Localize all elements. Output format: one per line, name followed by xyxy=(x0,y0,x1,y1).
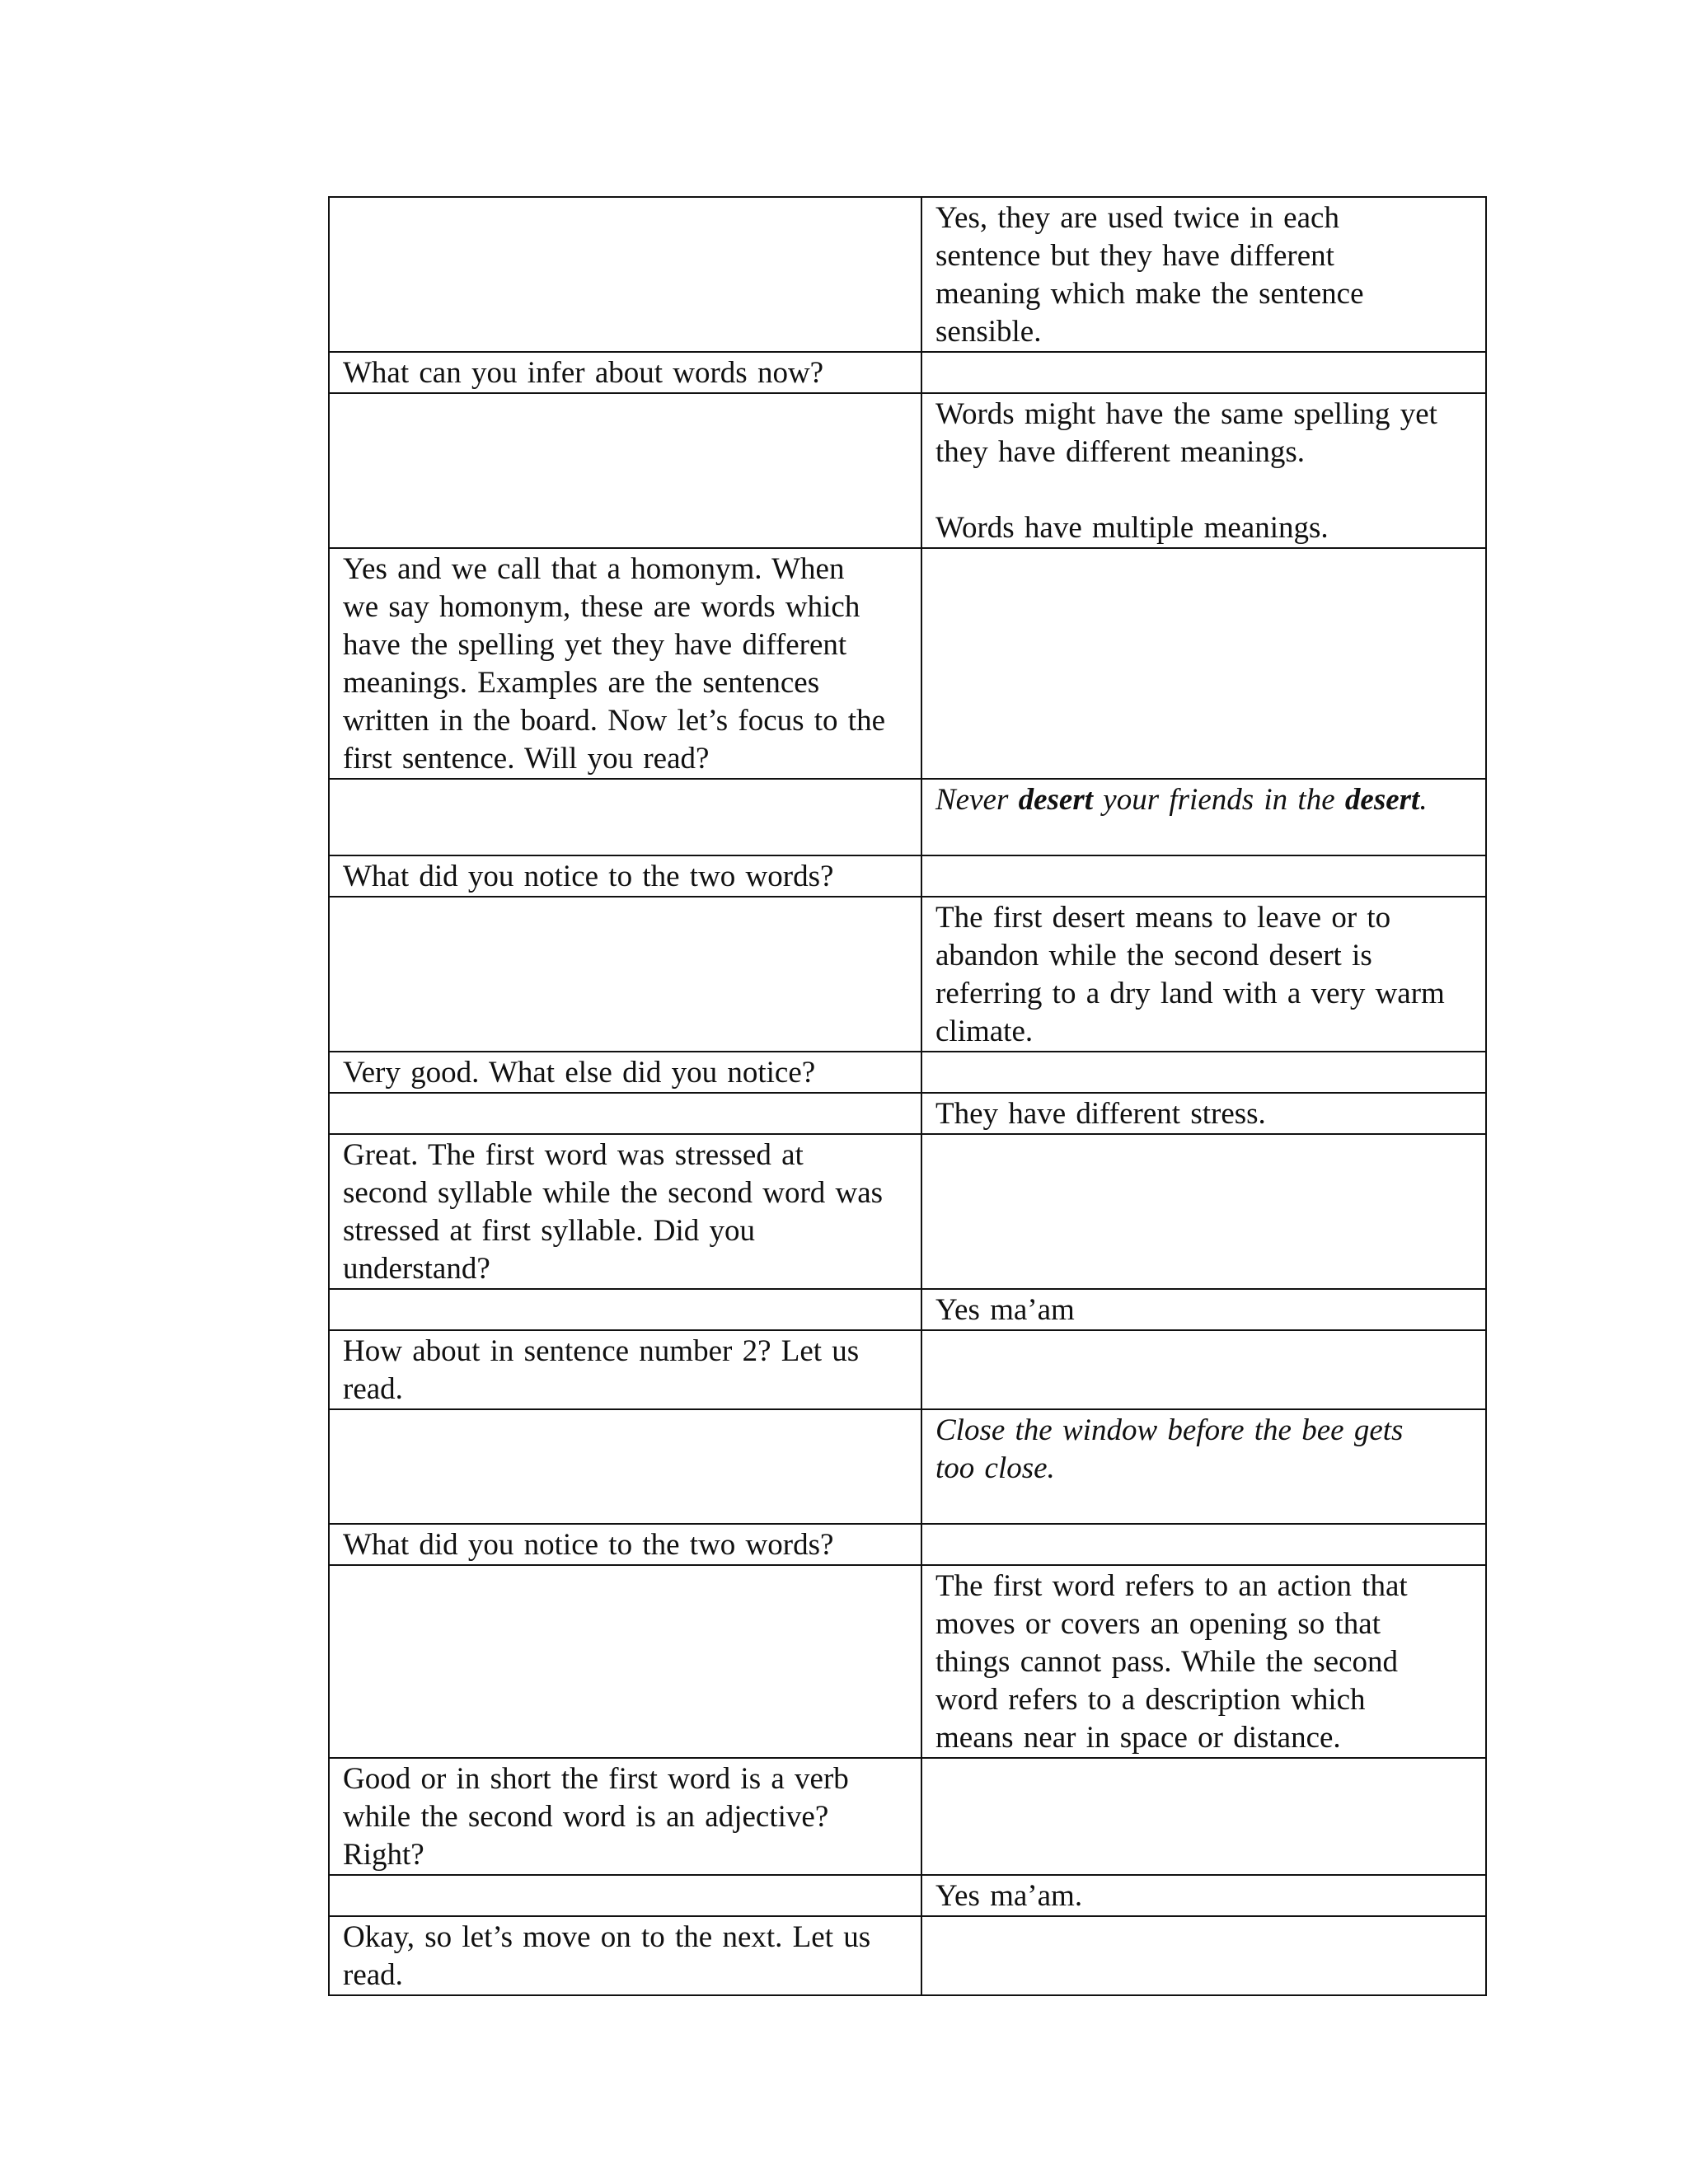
student-line: things cannot pass. While the second xyxy=(935,1645,1398,1679)
teacher-cell xyxy=(329,779,921,855)
student-cell xyxy=(921,1134,1486,1289)
teacher-line: have the spelling yet they have different xyxy=(343,628,847,662)
teacher-line: Very good. What else did you notice? xyxy=(343,1056,816,1090)
example-sentence-1 xyxy=(935,781,1472,819)
teacher-cell xyxy=(329,897,921,1052)
table-row xyxy=(329,1093,1486,1134)
teacher-line: written in the board. Now let’s focus to the xyxy=(343,704,886,738)
student-cell xyxy=(921,855,1486,897)
student-line: abandon while the second desert is xyxy=(935,939,1372,972)
teacher-cell xyxy=(329,1289,921,1330)
student-cell xyxy=(921,1052,1486,1093)
teacher-line: How about in sentence number 2? Let us xyxy=(343,1334,860,1368)
sentence-part: . xyxy=(1419,783,1428,817)
student-line: Yes, they are used twice in each xyxy=(935,201,1339,235)
student-cell xyxy=(921,1409,1486,1524)
table-row xyxy=(329,855,1486,897)
teacher-cell xyxy=(329,1052,921,1093)
table-row xyxy=(329,393,1486,548)
student-line: They have different stress. xyxy=(935,1097,1266,1131)
teacher-line: read. xyxy=(343,1372,403,1406)
teacher-line: read. xyxy=(343,1958,403,1992)
student-cell xyxy=(921,197,1486,352)
student-line: Words have multiple meanings. xyxy=(935,511,1329,545)
table-row xyxy=(329,1524,1486,1565)
student-line: climate. xyxy=(935,1015,1034,1048)
teacher-line: What can you infer about words now? xyxy=(343,356,824,390)
teacher-line: Good or in short the first word is a verb xyxy=(343,1762,849,1796)
teacher-line: What did you notice to the two words? xyxy=(343,1528,834,1562)
teacher-cell xyxy=(329,855,921,897)
student-line: Yes ma’am. xyxy=(935,1879,1083,1913)
teacher-line: second syllable while the second word was xyxy=(343,1176,884,1210)
student-cell xyxy=(921,1330,1486,1409)
blank-line xyxy=(935,471,1472,509)
teacher-cell xyxy=(329,1758,921,1875)
homonym-word: desert xyxy=(1018,783,1094,817)
table-row xyxy=(329,1289,1486,1330)
table-row xyxy=(329,197,1486,352)
table-row xyxy=(329,1330,1486,1409)
table-row xyxy=(329,1409,1486,1524)
student-line: The first desert means to leave or to xyxy=(935,901,1391,935)
student-line: they have different meanings. xyxy=(935,435,1306,469)
teacher-cell xyxy=(329,1330,921,1409)
teacher-line: Right? xyxy=(343,1838,424,1872)
homonym-word: desert xyxy=(1344,783,1420,817)
teacher-line: meanings. Examples are the sentences xyxy=(343,666,820,700)
teacher-cell xyxy=(329,1565,921,1758)
table-row xyxy=(329,352,1486,393)
student-cell xyxy=(921,1289,1486,1330)
teacher-line: Yes and we call that a homonym. When xyxy=(343,552,845,586)
teacher-cell xyxy=(329,548,921,779)
example-sentence-2-line: Close the window before the bee gets xyxy=(935,1413,1404,1447)
student-cell xyxy=(921,897,1486,1052)
teacher-cell xyxy=(329,1093,921,1134)
student-line: Yes ma’am xyxy=(935,1293,1075,1327)
teacher-line: understand? xyxy=(343,1252,490,1286)
student-cell xyxy=(921,1758,1486,1875)
teacher-line: What did you notice to the two words? xyxy=(343,860,834,893)
student-line: Words might have the same spelling yet xyxy=(935,397,1437,431)
sentence-part: Never xyxy=(935,783,1019,817)
example-sentence-2-line: too close. xyxy=(935,1451,1055,1485)
table-row xyxy=(329,1758,1486,1875)
student-cell xyxy=(921,352,1486,393)
student-line: moves or covers an opening so that xyxy=(935,1607,1381,1641)
student-line: word refers to a description which xyxy=(935,1683,1366,1717)
student-line: referring to a dry land with a very warm xyxy=(935,977,1445,1010)
teacher-line: Great. The first word was stressed at xyxy=(343,1138,804,1172)
teacher-cell xyxy=(329,1916,921,1995)
student-line: sensible. xyxy=(935,315,1042,349)
student-cell xyxy=(921,1875,1486,1916)
teacher-line: we say homonym, these are words which xyxy=(343,590,860,624)
table-row xyxy=(329,1875,1486,1916)
teacher-cell xyxy=(329,1875,921,1916)
teacher-line: Okay, so let’s move on to the next. Let us xyxy=(343,1920,871,1954)
table-row xyxy=(329,1916,1486,1995)
student-line: The first word refers to an action that xyxy=(935,1569,1408,1603)
table-row xyxy=(329,779,1486,855)
teacher-cell xyxy=(329,1134,921,1289)
teacher-line: stressed at first syllable. Did you xyxy=(343,1214,756,1248)
student-cell xyxy=(921,779,1486,855)
student-cell xyxy=(921,1916,1486,1995)
teacher-line: first sentence. Will you read? xyxy=(343,742,710,776)
student-cell xyxy=(921,1524,1486,1565)
student-line: meaning which make the sentence xyxy=(935,277,1364,311)
table-row xyxy=(329,1134,1486,1289)
student-cell xyxy=(921,548,1486,779)
teacher-line: while the second word is an adjective? xyxy=(343,1800,829,1834)
teacher-cell xyxy=(329,1524,921,1565)
teacher-cell xyxy=(329,197,921,352)
student-cell xyxy=(921,393,1486,548)
lesson-dialogue-table xyxy=(328,196,1487,1996)
student-cell xyxy=(921,1565,1486,1758)
teacher-cell xyxy=(329,1409,921,1524)
table-row xyxy=(329,548,1486,779)
teacher-cell xyxy=(329,393,921,548)
table-row xyxy=(329,897,1486,1052)
table-row xyxy=(329,1052,1486,1093)
student-cell xyxy=(921,1093,1486,1134)
sentence-part: your friends in the xyxy=(1093,783,1345,817)
teacher-cell xyxy=(329,352,921,393)
student-line: sentence but they have different xyxy=(935,239,1334,273)
table-row xyxy=(329,1565,1486,1758)
student-line: means near in space or distance. xyxy=(935,1721,1341,1755)
